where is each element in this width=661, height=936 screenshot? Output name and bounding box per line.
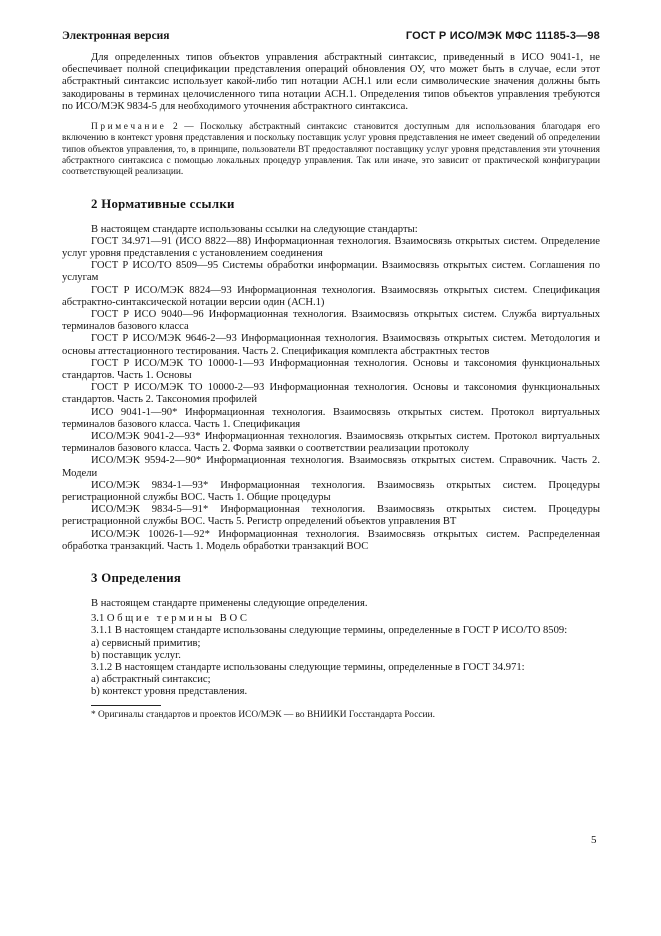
note-label: Примечание [91,122,167,133]
list-item: a) абстрактный синтаксис; [91,674,211,686]
reference-item: ИСО/МЭК 9594-2—90* Информационная технология. Взаимосвязь открытых систем. Справочник. Часть 2. Модели [62,455,600,479]
reference-item: ГОСТ 34.971—91 (ИСО 8822—88) Информационная технология. Взаимосвязь открытых систем. Определение услуг уровня представления с установлением соединения [62,235,600,259]
subsection-title: Общие термины ВОС [106,613,250,625]
subsection-number: 3.1 [91,613,107,625]
reference-item: ГОСТ Р ИСО/ТО 8509—95 Системы обработки информации. Взаимосвязь открытых систем. Соглашения по услугам [62,260,600,284]
footnote-divider [91,705,161,706]
reference-item: ИСО 9041-1—90* Информационная технология. Взаимосвязь открытых систем. Протокол виртуальных терминалов базового класса. Часть 1. Спецификация [62,406,600,430]
section-3-heading: 3 Определения [91,570,182,585]
reference-item: ИСО/МЭК 9834-1—93* Информационная технология. Взаимосвязь открытых систем. Процедуры регистрационной службы ВОС. Часть 1. Общие процедуры [62,479,600,503]
note-2 [62,122,600,178]
section-2-lead: В настоящем стандарте использованы ссылки на следующие стандарты: [91,223,418,235]
note-text: 2 — Поскольку абстрактный синтаксис становится доступным для использования благодаря его включению в контекст уровня представления и поскольку поставщик услуг уровня представления не имеет сведений об определении типов объектов управления, то, в принципе, пользователи ВТ предоставляют поставщику услуг уровня представления эти уточнения абстрактного синтаксиса с помощью локальных процедур управления. Так или иначе, это зависит от практической конфигурации соответствующей реализации. [62,122,600,178]
reference-item: ИСО/МЭК 10026-1—92* Информационная технология. Взаимосвязь открытых систем. Распределенная обработка транзакций. Часть 1. Модель обработки транзакций ВОС [62,528,600,552]
reference-item: ГОСТ Р ИСО 9040—96 Информационная технология. Взаимосвязь открытых систем. Служба виртуальных терминалов базового класса [62,308,600,333]
section-3-lead: В настоящем стандарте применены следующие определения. [91,597,368,609]
list-item: b) поставщик услуг. [91,649,181,661]
clause-3-1-2: 3.1.2 В настоящем стандарте использованы следующие термины, определенные в ГОСТ 34.971: [91,662,525,673]
clause-3-1-1: 3.1.1 В настоящем стандарте использованы следующие термины, определенные в ГОСТ Р ИСО/ТО 8509: [91,625,568,637]
running-header [62,30,600,52]
header-edition: Электронная версия [62,30,170,42]
reference-item: ГОСТ Р ИСО/МЭК ТО 10000-1—93 Информационная технология. Основы и таксономия функциональных стандартов. Часть 1. Основы [62,357,600,381]
header-standard-code: ГОСТ Р ИСО/МЭК МФС 11185-3—98 [405,30,600,42]
section-2-heading: 2 Нормативные ссылки [91,196,235,211]
reference-item: ИСО/МЭК 9834-5—91* Информационная технология. Взаимосвязь открытых систем. Процедуры регистрационной службы ВОС. Часть 5. Регистр определений объектов управления ВТ [62,504,600,528]
list-item: a) сервисный примитив; [91,637,201,649]
reference-item: ИСО/МЭК 9041-2—93* Информационная технология. Взаимосвязь открытых систем. Протокол виртуальных терминалов базового класса. Часть 2. Форма заявки о соответствии реализации протоколу [62,430,600,455]
reference-list [62,236,600,553]
footnote: * Оригиналы стандартов и проектов ИСО/МЭК — во ВНИИКИ Госстандарта России. [91,709,435,720]
document-page [62,30,600,721]
page-number: 5 [591,834,597,846]
list-item: b) контекст уровня представления. [91,686,248,698]
intro-paragraph: Для определенных типов объектов управления абстрактный синтаксис, приведенный в ИСО 9041-1, не обеспечивает полной спецификации представления операций обновления ОУ, что может быть в случае, если этот абстрактный синтаксис использует какой-либо тип нотации АСН.1 или если символические значения должны быть закодированы в терминах целочисленного типа нотации АСН.1. Определения типов объектов управления требуются по ИСО/МЭК 9834-5 для необходимого уточнения абстрактного синтаксиса. [62,52,600,112]
reference-item: ГОСТ Р ИСО/МЭК ТО 10000-2—93 Информационная технология. Основы и таксономия функциональных стандартов. Часть 2. Таксономия профилей [62,382,600,406]
subsection-3-1-heading [62,613,600,625]
reference-item: ГОСТ Р ИСО/МЭК 8824—93 Информационная технология. Взаимосвязь открытых систем. Спецификация абстрактно-синтаксической нотации версии один (АСН.1) [62,284,600,308]
reference-item: ГОСТ Р ИСО/МЭК 9646-2—93 Информационная технология. Взаимосвязь открытых систем. Методология и основы аттестационного тестирования. Часть 2. Спецификация комплекта абстрактных тестов [62,333,600,357]
